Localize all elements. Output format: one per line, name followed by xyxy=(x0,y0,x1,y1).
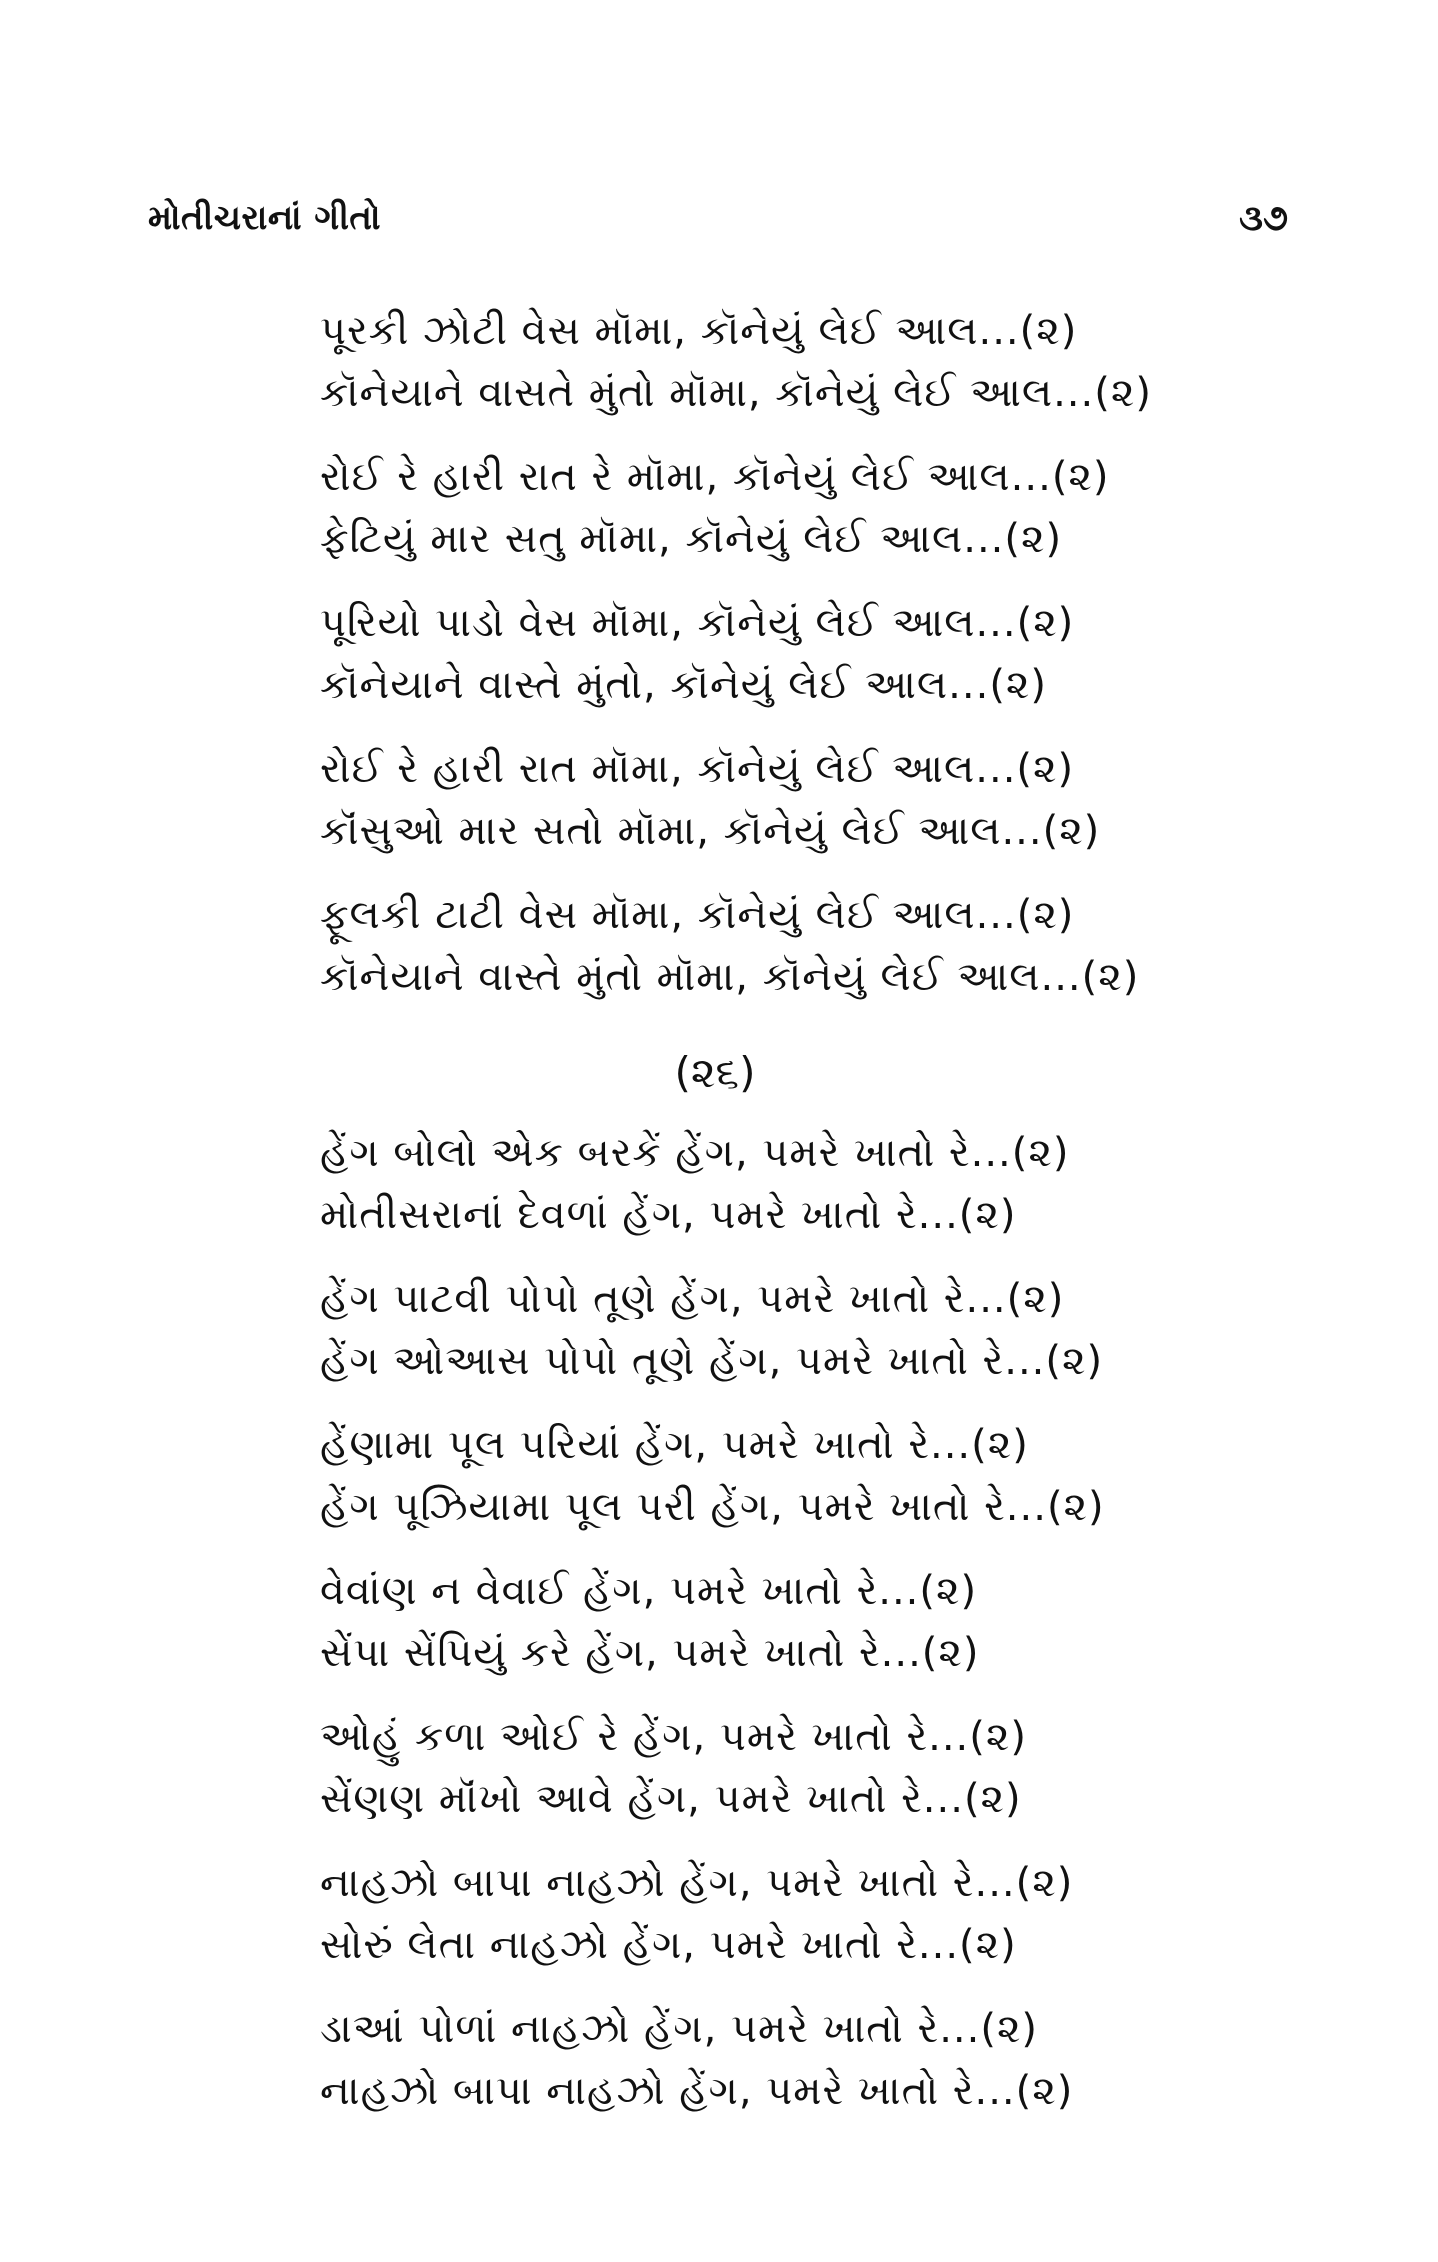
running-header: મોતીચરાનાં ગીતો xyxy=(148,198,381,238)
verse-line: વેવાંણ ન વેવાઈ હેંગ, પમરે ખાતો રે...(૨) xyxy=(320,1568,978,1614)
verse-line: સેંપા સેંપિયું કરે હેંગ, પમરે ખાતો રે...(૨) xyxy=(320,1630,980,1676)
song-number: (૨૬) xyxy=(674,1048,756,1097)
verse xyxy=(320,1414,1110,1538)
verse-line: ફૂલકી ટાટી વેસ મૉમા, કૉનેયું લેઈ આલ...(૨) xyxy=(320,892,1075,938)
verse-line: રોઈ રે હારી રાત મૉમા, કૉનેયું લેઈ આલ...(૨) xyxy=(320,746,1075,792)
verse xyxy=(320,1706,1110,1830)
page-number: ૩૭ xyxy=(1239,198,1288,239)
verse xyxy=(320,446,1110,570)
verse xyxy=(320,738,1110,862)
verse xyxy=(320,592,1110,716)
verse-line: હેંગ પાટવી પોપો તૂણે હેંગ, પમરે ખાતો રે...(૨) xyxy=(320,1276,1065,1322)
verse-line: કૉંસુઓ માર સતો મૉમા, કૉનેયું લેઈ આલ...(૨) xyxy=(320,808,1101,854)
verse-line: ડાઆં પોળાં નાહઝો હેંગ, પમરે ખાતો રે...(૨) xyxy=(320,2006,1039,2052)
verse-line: સેંણણ મૉંખો આવે હેંગ, પમરે ખાતો રે...(૨) xyxy=(320,1776,1022,1822)
verse-line: હેંગ બોલો એક બરકેં હેંગ, પમરે ખાતો રે...(૨) xyxy=(320,1130,1070,1176)
verse xyxy=(320,1998,1110,2122)
verse xyxy=(320,1122,1110,1246)
verse-line: નાહઝો બાપા નાહઝો હેંગ, પમરે ખાતો રે...(૨) xyxy=(320,2068,1074,2114)
verse-line: ફેટિયું માર સતુ મૉમા, કૉનેયું લેઈ આલ...(૨) xyxy=(320,516,1063,562)
verse-line: સોરું લેતા નાહઝો હેંગ, પમરે ખાતો રે...(૨) xyxy=(320,1922,1017,1968)
page-content xyxy=(320,300,1152,2144)
song-26 xyxy=(320,1122,1110,2122)
verse xyxy=(320,1852,1110,1976)
verse-line: કૉનેયાને વાસ્તે મુંતો, કૉનેયું લેઈ આલ...(૨) xyxy=(320,662,1048,708)
verse xyxy=(320,300,1152,424)
verse-line: પૂરિયો પાડો વેસ મૉમા, કૉનેયું લેઈ આલ...(૨) xyxy=(320,600,1075,646)
verse-line: હેંગ ઓઆસ પોપો તૂણે હેંગ, પમરે ખાતો રે...(૨) xyxy=(320,1338,1104,1384)
verse xyxy=(320,1268,1110,1392)
verse-line: નાહઝો બાપા નાહઝો હેંગ, પમરે ખાતો રે...(૨) xyxy=(320,1860,1074,1906)
verse-line: પૂરકી ઝોટી વેસ મૉમા, કૉનેયું લેઈ આલ...(૨) xyxy=(320,308,1078,354)
verse-line: હેંણામા પૂલ પરિયાં હેંગ, પમરે ખાતો રે...(૨) xyxy=(320,1422,1029,1468)
song-continued xyxy=(320,300,1152,1008)
verse-line: રોઈ રે હારી રાત રે મૉમા, કૉનેયું લેઈ આલ...(૨) xyxy=(320,454,1110,500)
verse-line: હેંગ પૂઝિયામા પૂલ પરી હેંગ, પમરે ખાતો રે...(૨) xyxy=(320,1484,1105,1530)
verse-line: મોતીસરાનાં દેવળાં હેંગ, પમરે ખાતો રે...(૨) xyxy=(320,1192,1017,1238)
verse-line: કૉનેયાને વાસતે મુંતો મૉમા, કૉનેયું લેઈ આલ...(૨) xyxy=(320,370,1152,416)
verse-line: કૉનેયાને વાસ્તે મુંતો મૉમા, કૉનેયું લેઈ આલ...(૨) xyxy=(320,954,1140,1000)
verse xyxy=(320,1560,1110,1684)
verse-line: ઓહું કળા ઓઈ રે હેંગ, પમરે ખાતો રે...(૨) xyxy=(320,1714,1027,1760)
verse xyxy=(320,884,1140,1008)
